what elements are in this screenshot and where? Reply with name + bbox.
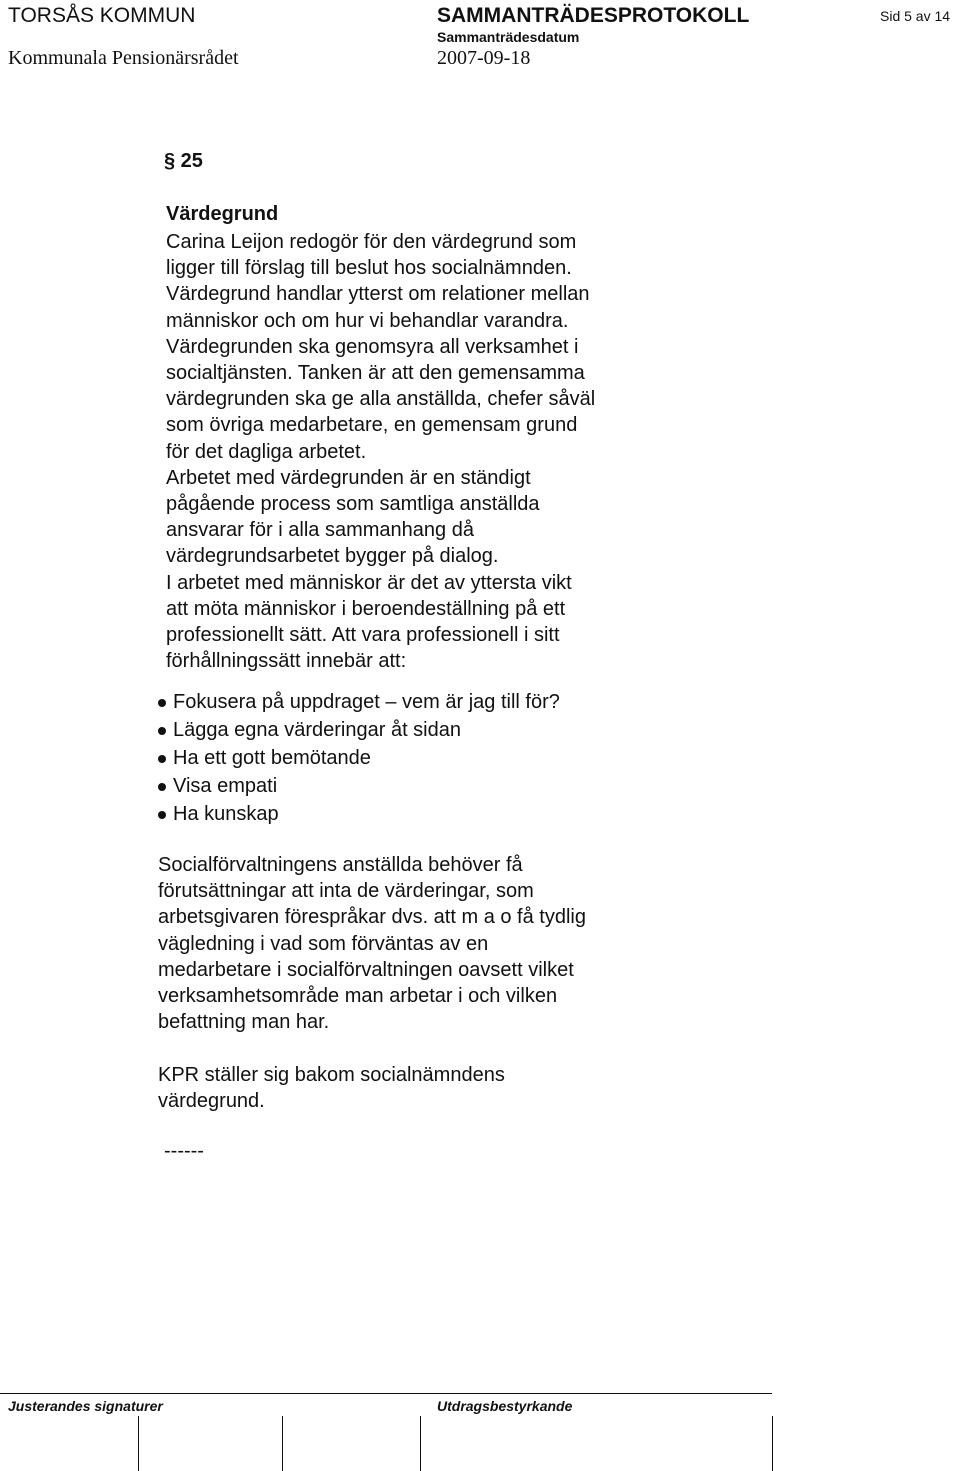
body-line: som övriga medarbetare, en gemensam grund — [166, 414, 578, 437]
extract-certification-label: Utdragsbestyrkande — [437, 1398, 573, 1414]
body-line: att möta människor i beroendeställning på ett — [166, 597, 566, 620]
body-line: värdegrund. — [158, 1090, 265, 1113]
body-line: värdegrunden ska ge alla anställda, chefer såväl — [166, 388, 596, 411]
body-line: Arbetet med värdegrunden är en ständigt — [166, 466, 531, 489]
list-item — [158, 688, 560, 716]
list-item-text: Ha kunskap — [173, 803, 279, 825]
body-line: vägledning i vad som förväntas av en — [158, 932, 489, 955]
body-line: verksamhetsområde man arbetar i och vilken — [158, 985, 558, 1008]
body-line: Värdegrund handlar ytterst om relationer mellan — [166, 283, 590, 306]
page-number: Sid 5 av 14 — [880, 8, 951, 24]
decision-paragraph — [158, 1062, 505, 1114]
bullet-icon — [158, 811, 166, 819]
bullet-icon — [158, 783, 166, 791]
section-title: Värdegrund — [166, 203, 279, 225]
bullet-icon — [158, 727, 166, 735]
paragraph-number: § 25 — [164, 150, 203, 172]
body-line: I arbetet med människor är det av yttersta vikt — [166, 571, 572, 594]
body-line: förutsättningar att inta de värderingar, som — [158, 880, 534, 903]
signatures-label: Justerandes signaturer — [8, 1398, 163, 1414]
organization-name: TORSÅS KOMMUN — [8, 4, 196, 27]
body-line: professionellt sätt. Att vara professionell i sitt — [166, 624, 560, 647]
section-separator: ------ — [164, 1140, 204, 1162]
bullet-list — [158, 688, 560, 828]
list-item — [158, 716, 560, 744]
body-paragraph — [166, 229, 595, 674]
document-type: SAMMANTRÄDESPROTOKOLL — [437, 4, 750, 27]
body-line: människor och om hur vi behandlar varandra. — [166, 309, 569, 332]
body-line: KPR ställer sig bakom socialnämndens — [158, 1064, 505, 1086]
body-line: för det dagliga arbetet. — [166, 440, 367, 463]
body-line: ansvarar för i alla sammanhang då — [166, 519, 474, 542]
body-line: ligger till förslag till beslut hos socialnämnden. — [166, 257, 572, 280]
bullet-icon — [158, 699, 166, 707]
body-line: medarbetare i socialförvaltningen oavsett vilket — [158, 958, 574, 981]
footer-divider — [0, 1393, 772, 1394]
list-item-text: Ha ett gott bemötande — [173, 747, 371, 769]
body-paragraph-2 — [158, 852, 586, 1035]
body-line: arbetsgivaren förespråkar dvs. att m a o få tydlig — [158, 906, 586, 929]
signature-box-divider — [138, 1416, 139, 1471]
list-item — [158, 772, 560, 800]
body-line: värdegrundsarbetet bygger på dialog. — [166, 545, 499, 568]
meeting-date: 2007-09-18 — [437, 47, 531, 69]
list-item — [158, 800, 560, 828]
signature-box-divider — [772, 1416, 773, 1471]
body-line: befattning man har. — [158, 1011, 330, 1034]
body-line: Socialförvaltningens anställda behöver få — [158, 854, 523, 876]
body-line: Värdegrunden ska genomsyra all verksamhet i — [166, 335, 579, 358]
body-line: förhållningssätt innebär att: — [166, 650, 407, 673]
bullet-icon — [158, 755, 166, 763]
body-line: socialtjänsten. Tanken är att den gemensamma — [166, 362, 585, 385]
signature-box-divider — [282, 1416, 283, 1471]
list-item — [158, 744, 560, 772]
list-item-text: Lägga egna värderingar åt sidan — [173, 719, 461, 741]
date-label: Sammanträdesdatum — [437, 29, 580, 45]
body-line: Carina Leijon redogör för den värdegrund som — [166, 231, 577, 253]
list-item-text: Visa empati — [173, 775, 278, 797]
list-item-text: Fokusera på uppdraget – vem är jag till för? — [173, 691, 560, 713]
committee-name: Kommunala Pensionärsrådet — [8, 47, 239, 69]
signature-box-divider — [420, 1416, 421, 1471]
body-line: pågående process som samtliga anställda — [166, 493, 540, 516]
